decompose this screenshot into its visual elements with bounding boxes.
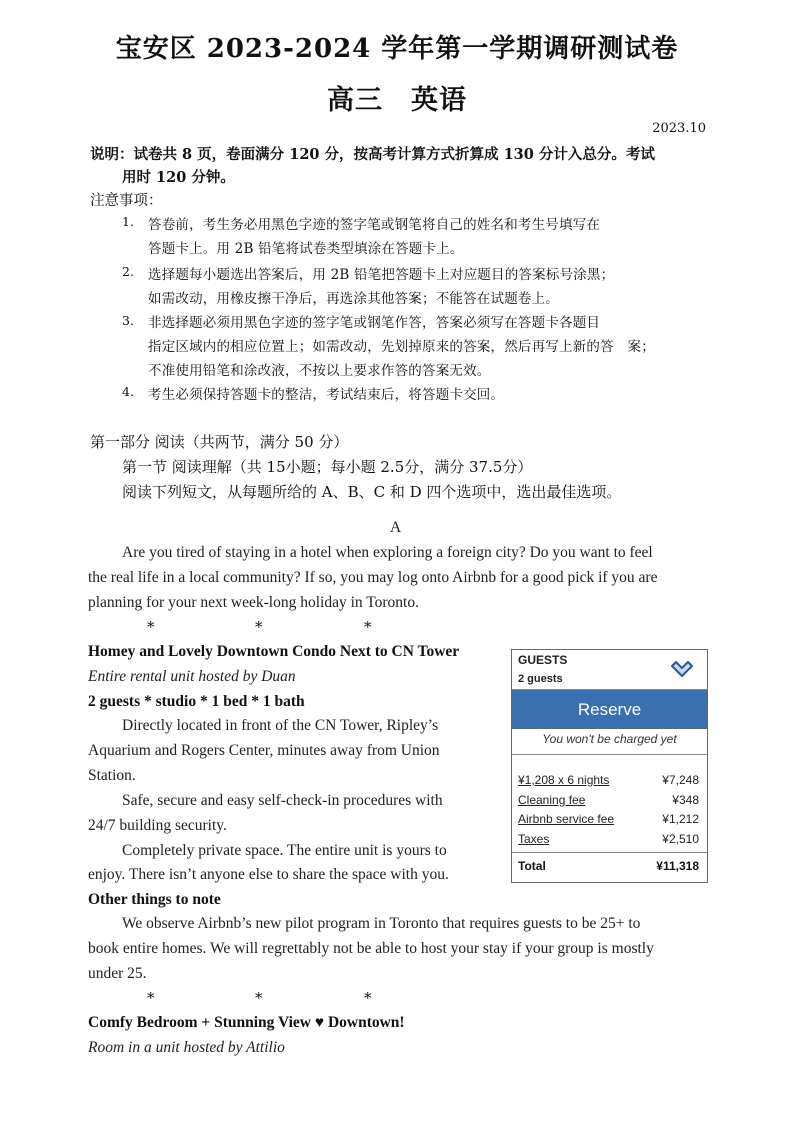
fee-label[interactable]: Airbnb service fee bbox=[518, 812, 615, 826]
fee-label[interactable]: ¥1,208 x 6 nights bbox=[518, 773, 610, 787]
fee-label[interactable]: Cleaning fee bbox=[518, 793, 586, 807]
section-title: 第一节 阅读理解（共 15小题；每小题 2.5分，满分 37.5分） bbox=[122, 458, 533, 476]
listing-specs: 2 guests * studio * 1 bed * 1 bath bbox=[88, 693, 305, 710]
listing-host: Room in a unit hosted by Attilio bbox=[88, 1039, 285, 1056]
section-directions: 阅读下列短文，从每题所给的 A、B、C 和 D 四个选项中，选出最佳选项。 bbox=[122, 483, 622, 501]
listing-paragraph-line: enjoy. There isn’t anyone else to share the space with you. bbox=[88, 866, 449, 883]
divider bbox=[512, 852, 707, 853]
other-things-line: We observe Airbnb’s new pilot program in Toronto that requires guests to be 25+ to bbox=[122, 915, 641, 932]
fee-row bbox=[518, 832, 699, 846]
note-line: 指定区域内的相应位置上；如需改动，先划掉原来的答案，然后再写上新的答 案； bbox=[148, 339, 655, 355]
chevron-down-icon[interactable] bbox=[669, 658, 695, 680]
listing-paragraph-line: Station. bbox=[88, 767, 136, 784]
exam-subject: 高三 英语 bbox=[327, 85, 467, 116]
separator-star: * bbox=[364, 989, 372, 1007]
fee-value: ¥1,212 bbox=[662, 812, 699, 826]
note-line: 如需改动，用橡皮擦干净后，再选涂其他答案；不能答在试题卷上。 bbox=[148, 291, 559, 307]
note-line: 不准使用铅笔和涂改液，不按以上要求作答的答案无效。 bbox=[148, 363, 491, 379]
fee-label[interactable]: Taxes bbox=[518, 832, 550, 846]
divider bbox=[512, 754, 707, 755]
guests-label: GUESTS bbox=[518, 653, 568, 667]
fee-value: ¥348 bbox=[672, 793, 699, 807]
listing-host: Entire rental unit hosted by Duan bbox=[88, 668, 296, 685]
fee-row bbox=[518, 773, 699, 787]
separator-star: * bbox=[147, 989, 155, 1007]
listing-paragraph-line: 24/7 building security. bbox=[88, 817, 227, 834]
total-label: Total bbox=[518, 859, 546, 873]
listing-title: Comfy Bedroom + Stunning View ♥ Downtown! bbox=[88, 1014, 405, 1031]
note-line: 答卷前，考生务必用黑色字迹的签字笔或钢笔将自己的姓名和考生号填写在 bbox=[148, 217, 601, 233]
other-things-line: under 25. bbox=[88, 965, 147, 982]
note-line: 选择题每小题选出答案后，用 2B 铅笔把答题卡上对应题目的答案标号涂黑； bbox=[148, 267, 615, 283]
listing-paragraph-line: Directly located in front of the CN Tower, Ripley’s bbox=[122, 717, 439, 734]
separator-star: * bbox=[255, 618, 263, 636]
listing-paragraph-line: Completely private space. The entire unit is yours to bbox=[122, 842, 447, 859]
separator-star: * bbox=[147, 618, 155, 636]
note-line: 非选择题必须用黑色字迹的签字笔或钢笔作答，答案必须写在答题卡各题目 bbox=[148, 315, 601, 331]
listing-paragraph-line: Safe, secure and easy self-check-in procedures with bbox=[122, 792, 443, 809]
note-number: 2. bbox=[122, 264, 134, 279]
note-number: 1. bbox=[122, 214, 134, 229]
listing-title: Homey and Lovely Downtown Condo Next to CN Tower bbox=[88, 643, 460, 660]
passage-intro-line: Are you tired of staying in a hotel when exploring a foreign city? Do you want to feel bbox=[122, 544, 653, 561]
notes-title: 注意事项： bbox=[90, 193, 163, 209]
exam-title: 宝安区 2023-2024 学年第一学期调研测试卷 bbox=[115, 34, 679, 64]
passage-letter: A bbox=[390, 519, 402, 536]
passage-intro-line: the real life in a local community? If so, you may log onto Airbnb for a good pick if you are bbox=[88, 569, 658, 586]
note-number: 4. bbox=[122, 384, 134, 399]
separator-star: * bbox=[364, 618, 372, 636]
exam-description-line1: 说明：试卷共 8 页，卷面满分 120 分，按高考计算方式折算成 130 分计入总分。考试 bbox=[90, 146, 655, 163]
part-title: 第一部分 阅读（共两节，满分 50 分） bbox=[90, 433, 349, 451]
passage-intro-line: planning for your next week-long holiday in Toronto. bbox=[88, 594, 419, 611]
charge-note: You won't be charged yet bbox=[542, 732, 677, 746]
fee-value: ¥7,248 bbox=[662, 773, 699, 787]
listing-paragraph-line: Aquarium and Rogers Center, minutes away from Union bbox=[88, 742, 440, 759]
note-line: 答题卡上。用 2B 铅笔将试卷类型填涂在答题卡上。 bbox=[148, 241, 464, 257]
exam-description-line2: 用时 120 分钟。 bbox=[122, 169, 235, 186]
total-value: ¥11,318 bbox=[656, 859, 699, 873]
fee-value: ¥2,510 bbox=[662, 832, 699, 846]
exam-date: 2023.10 bbox=[652, 121, 706, 136]
fee-row bbox=[518, 793, 699, 807]
note-line: 考生必须保持答题卡的整洁，考试结束后，将答题卡交回。 bbox=[148, 387, 505, 403]
note-number: 3. bbox=[122, 313, 134, 328]
booking-widget bbox=[511, 649, 708, 883]
fee-row bbox=[518, 812, 699, 826]
other-things-title: Other things to note bbox=[88, 891, 221, 908]
other-things-line: book entire homes. We will regrettably not be able to host your stay if your group is mostly bbox=[88, 940, 654, 957]
guests-value[interactable]: 2 guests bbox=[518, 673, 563, 685]
reserve-button[interactable]: Reserve bbox=[512, 690, 707, 729]
total-row bbox=[518, 859, 699, 873]
separator-star: * bbox=[255, 989, 263, 1007]
